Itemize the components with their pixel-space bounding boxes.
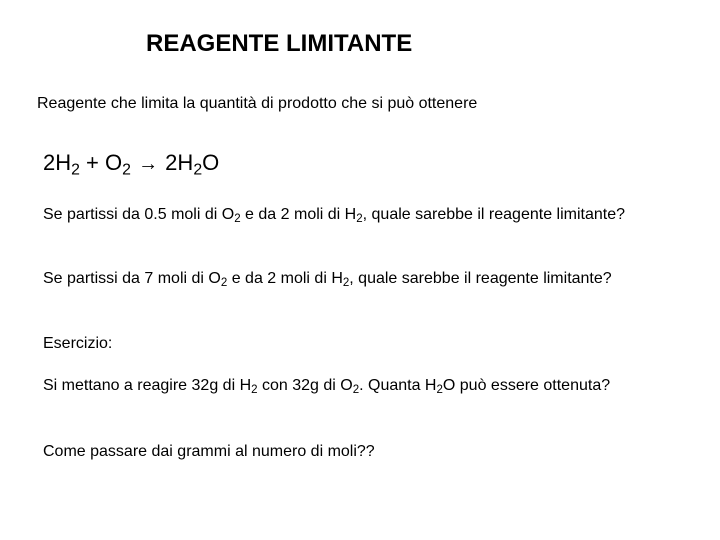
equation-subscript: 2 xyxy=(122,161,131,179)
subscript: 2 xyxy=(356,213,363,226)
question-text: Si mettano a reagire 32g di H xyxy=(43,377,252,394)
exercise-label: Esercizio: xyxy=(43,335,113,352)
equation-reactant-o2: + O xyxy=(79,150,123,175)
question-3 xyxy=(43,375,643,397)
question-text: Se partissi da 7 moli di O xyxy=(43,270,221,287)
chemical-equation xyxy=(43,150,220,179)
equation-subscript: 2 xyxy=(71,161,80,179)
subscript: 2 xyxy=(251,384,258,397)
subscript: 2 xyxy=(352,384,360,397)
slide-title: REAGENTE LIMITANTE xyxy=(146,30,413,57)
arrow-right-icon: → xyxy=(138,153,159,175)
subscript: 2 xyxy=(342,277,350,290)
equation-product: 2H xyxy=(159,150,194,175)
subscript: 2 xyxy=(436,384,443,397)
equation-reactant-h2: 2H xyxy=(43,150,72,175)
question-2 xyxy=(43,268,643,290)
question-text: e da 2 moli di H xyxy=(240,206,357,223)
question-text: e da 2 moli di H xyxy=(227,270,343,287)
question-1 xyxy=(43,204,643,226)
question-text: Se partissi da 0.5 moli di O xyxy=(43,206,235,223)
subscript: 2 xyxy=(234,213,241,226)
equation-product-o: O xyxy=(202,150,220,175)
question-text: con 32g di O xyxy=(257,377,353,394)
question-text: , quale sarebbe il reagente limitante? xyxy=(349,270,612,287)
equation-subscript: 2 xyxy=(193,161,203,179)
question-4: Come passare dai grammi al numero di moli?? xyxy=(43,443,375,460)
subscript: 2 xyxy=(220,277,228,290)
question-text: , quale sarebbe il reagente limitante? xyxy=(362,206,626,223)
slide-subtitle: Reagente che limita la quantità di prodotto che si può ottenere xyxy=(37,95,478,112)
question-text: . Quanta H xyxy=(359,377,437,394)
question-text: O può essere ottenuta? xyxy=(442,377,611,394)
